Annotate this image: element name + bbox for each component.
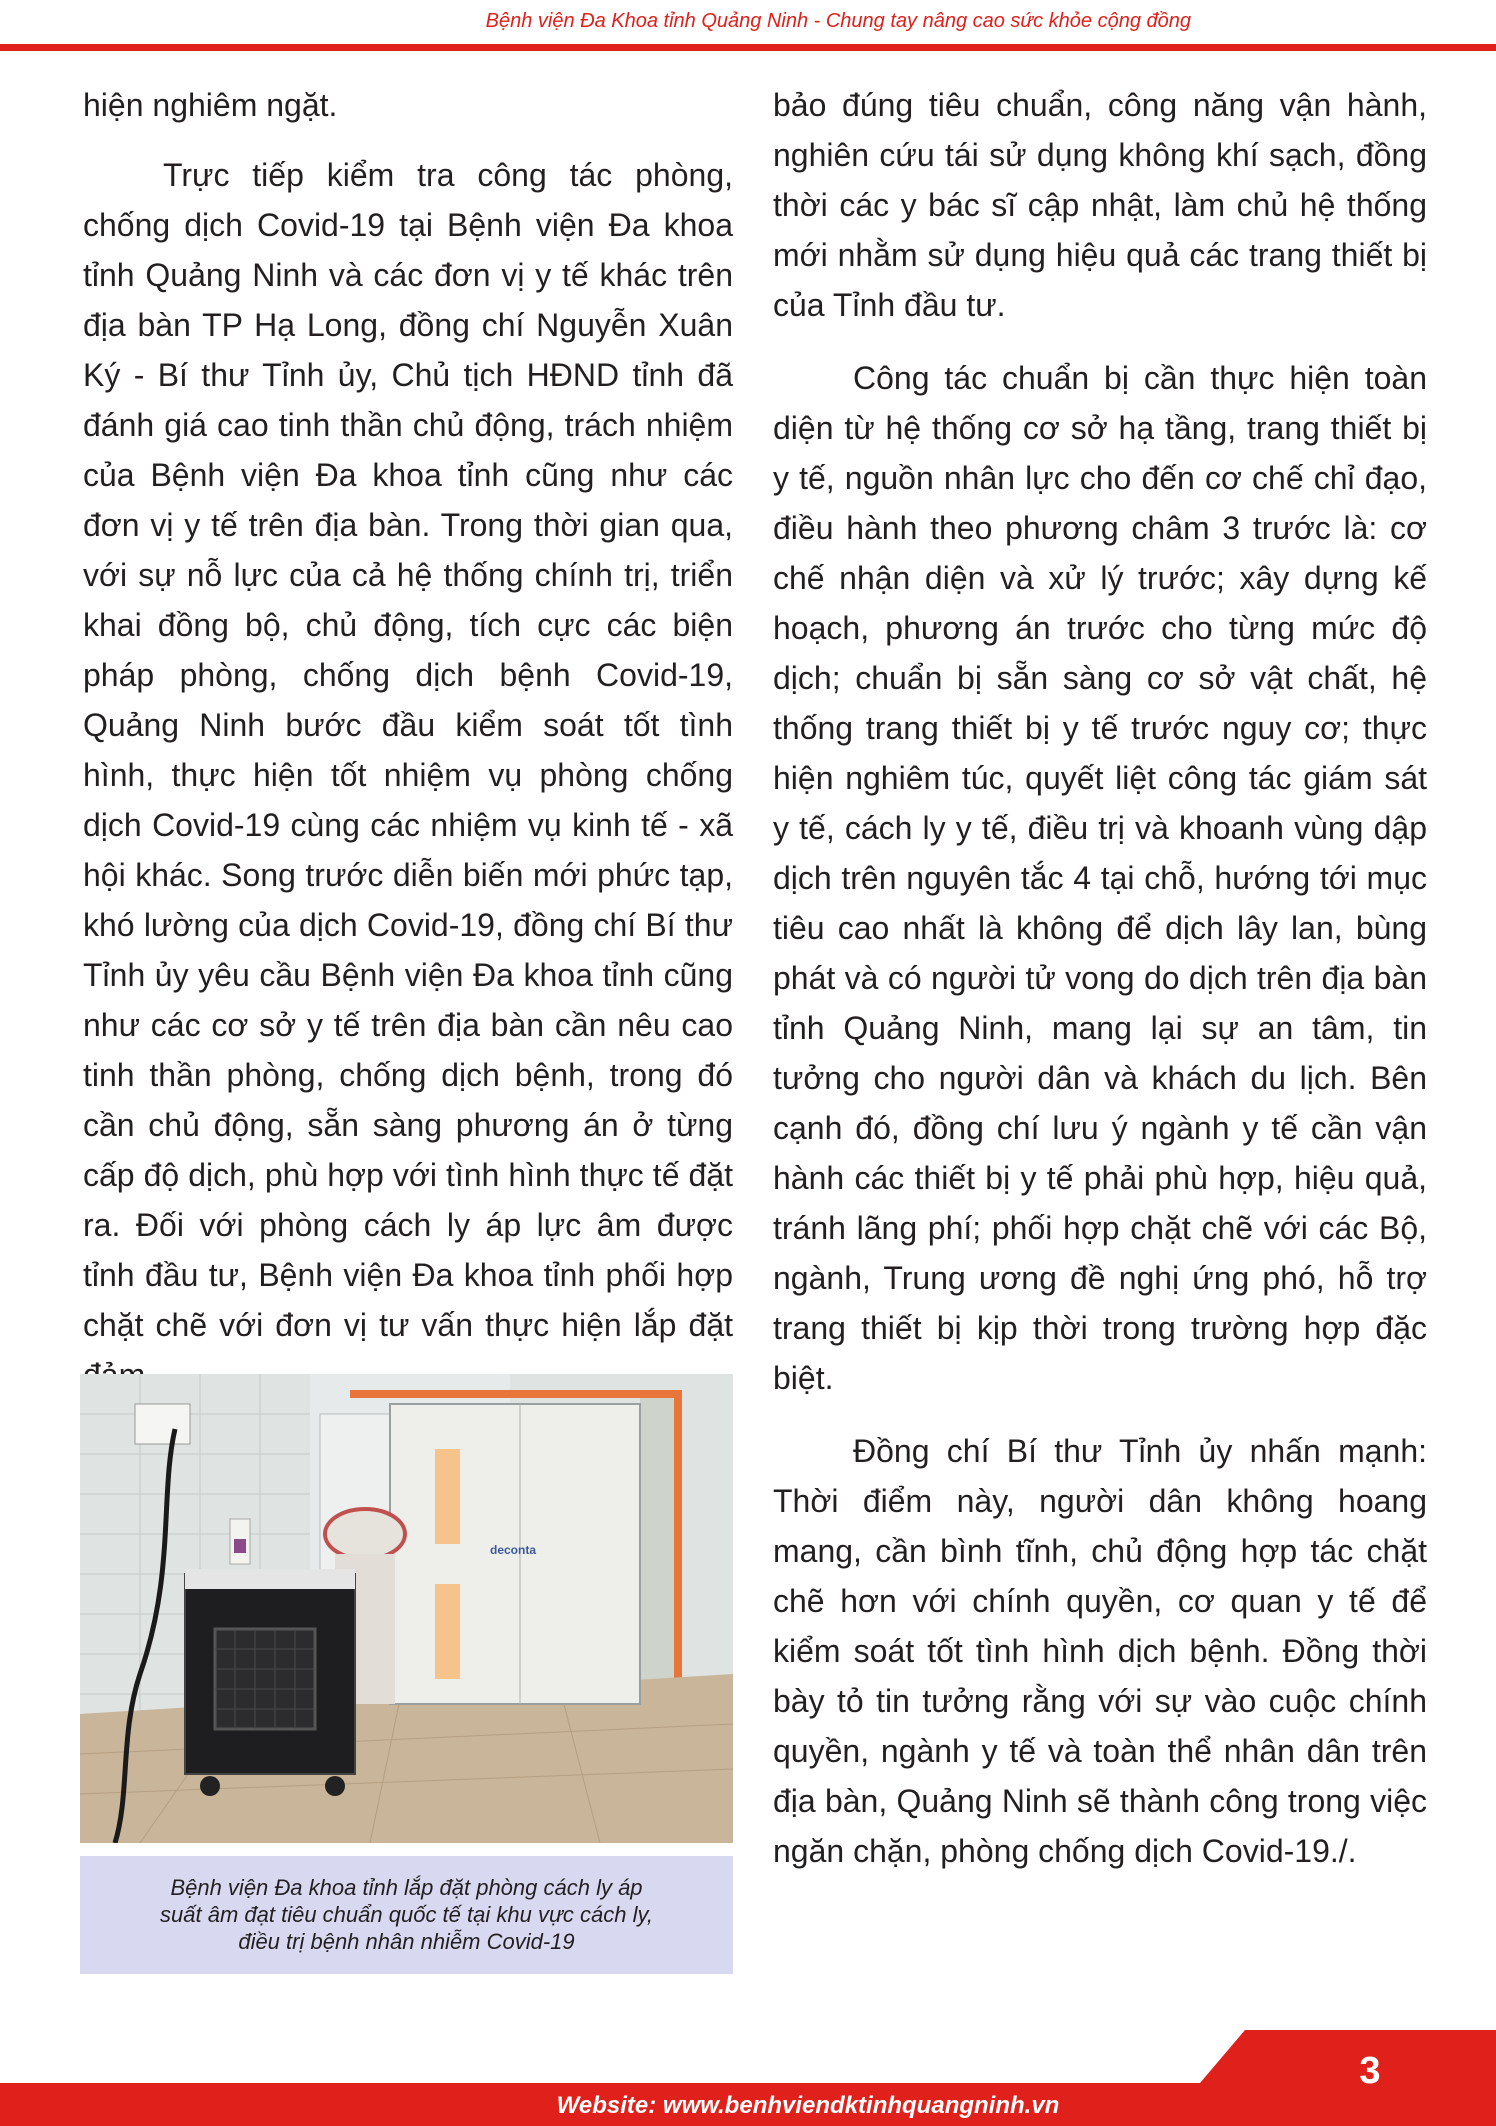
article-paragraph: hiện nghiêm ngặt.: [83, 87, 338, 123]
article-column-left: [83, 80, 733, 1423]
photo-caption: [80, 1856, 733, 1974]
article-paragraph: Trực tiếp kiểm tra công tác phòng, chống dịch Covid-19 tại Bệnh viện Đa khoa tỉnh Quảng Ninh và các đơn vị y tế khác trên địa bàn TP Hạ Long, đồng chí Nguyễn Xuân Ký - Bí thư Tỉnh ủy, Chủ tịch HĐND tỉnh đã đánh giá cao tinh thần chủ động, trách nhiệm của Bệnh viện Đa khoa tỉnh cũng như các đơn vị y tế trên địa bàn. Trong thời gian qua, với sự nỗ lực của cả hệ thống chính trị, triển khai đồng bộ, chủ động, tích cực các biện pháp phòng, chống dịch bệnh Covid-19, Quảng Ninh bước đầu kiểm soát tốt tình hình, thực hiện tốt nhiệm vụ phòng chống dịch Covid-19 cùng các nhiệm vụ kinh tế - xã hội khác. Song trước diễn biến mới phức tạp, khó lường của dịch Covid-19, đồng chí Bí thư Tỉnh ủy yêu cầu Bệnh viện Đa khoa tỉnh cũng như các cơ sở y tế trên địa bàn cần nêu cao tinh thần phòng, chống dịch bệnh, trong đó cần chủ động, sẵn sàng phương án ở từng cấp độ dịch, phù hợp với tình hình thực tế đặt ra. Đối với phòng cách ly áp lực âm được tỉnh đầu tư, Bệnh viện Đa khoa tỉnh phối hợp chặt chẽ với đơn vị tư vấn thực hiện lắp đặt: [83, 157, 733, 1343]
deconta-label: deconta: [490, 1543, 537, 1557]
footer-website: Website: www.benhviendktinhquangninh.vn: [556, 2092, 1060, 2119]
article-paragraph: Đồng chí Bí thư Tỉnh ủy nhấn mạnh: Thời điểm này, người dân không hoang mang, cần bình tĩnh, chủ động hợp tác chặt chẽ hơn với chính quyền, cơ quan y tế để kiểm soát tốt tình hình dịch bệnh. Đồng thời bày tỏ tin tưởng rằng với sự vào cuộc chính quyền, ngành y tế và toàn thể nhân dân trên địa bàn, Quảng Ninh sẽ thành công trong việc ngăn chặn, phòng chống dịch Covid-19./.: [773, 1433, 1427, 1869]
caption-line: suất âm đạt tiêu chuẩn quốc tế tại khu vực cách ly,: [160, 1902, 653, 1927]
article-paragraph: bảo đúng tiêu chuẩn, công năng vận hành, nghiên cứu tái sử dụng không khí sạch, đồng thời các y bác sĩ cập nhật, làm chủ hệ thống mới nhằm sử dụng hiệu quả các trang thiết bị của Tỉnh đầu tư.: [773, 87, 1427, 323]
page-number: 3: [1359, 2050, 1381, 2092]
header-tagline: Bệnh viện Đa Khoa tỉnh Quảng Ninh - Chung tay nâng cao sức khỏe cộng đồng: [485, 10, 1191, 32]
caption-line: điều trị bệnh nhân nhiễm Covid-19: [238, 1929, 575, 1954]
isolation-room-photo: [80, 1374, 733, 1843]
article-column-right: [773, 80, 1427, 1899]
caption-line: Bệnh viện Đa khoa tỉnh lắp đặt phòng cách ly áp: [170, 1875, 643, 1900]
header-divider: [0, 44, 1496, 51]
article-paragraph: Công tác chuẩn bị cần thực hiện toàn diện từ hệ thống cơ sở hạ tầng, trang thiết bị y tế, nguồn nhân lực cho đến cơ chế chỉ đạo, điều hành theo phương châm 3 trước là: cơ chế nhận diện và xử lý trước; xây dựng kế hoạch, phương án trước cho từng mức độ dịch; chuẩn bị sẵn sàng cơ sở vật chất, hệ thống trang thiết bị y tế trước nguy cơ; thực hiện nghiêm túc, quyết liệt công tác giám sát y tế, cách ly y tế, điều trị và khoanh vùng dập dịch trên nguyên tắc 4 tại chỗ, hướng tới mục tiêu cao nhất là không để dịch lây lan, bùng phát và có người tử vong do dịch trên địa bàn tỉnh Quảng Ninh, mang lại sự an tâm, tin tưởng cho người dân và khách du lịch. Bên cạnh đó, đồng chí lưu ý ngành y tế cần vận hành các thiết bị y tế phải phù hợp, hiệu quả, tránh lãng phí; phối hợp chặt chẽ với các Bộ, ngành, Trung ương đề nghị ứng phó, hỗ trợ trang thiết bị kịp thời trong trường hợp đặc biệt.: [773, 360, 1427, 1396]
